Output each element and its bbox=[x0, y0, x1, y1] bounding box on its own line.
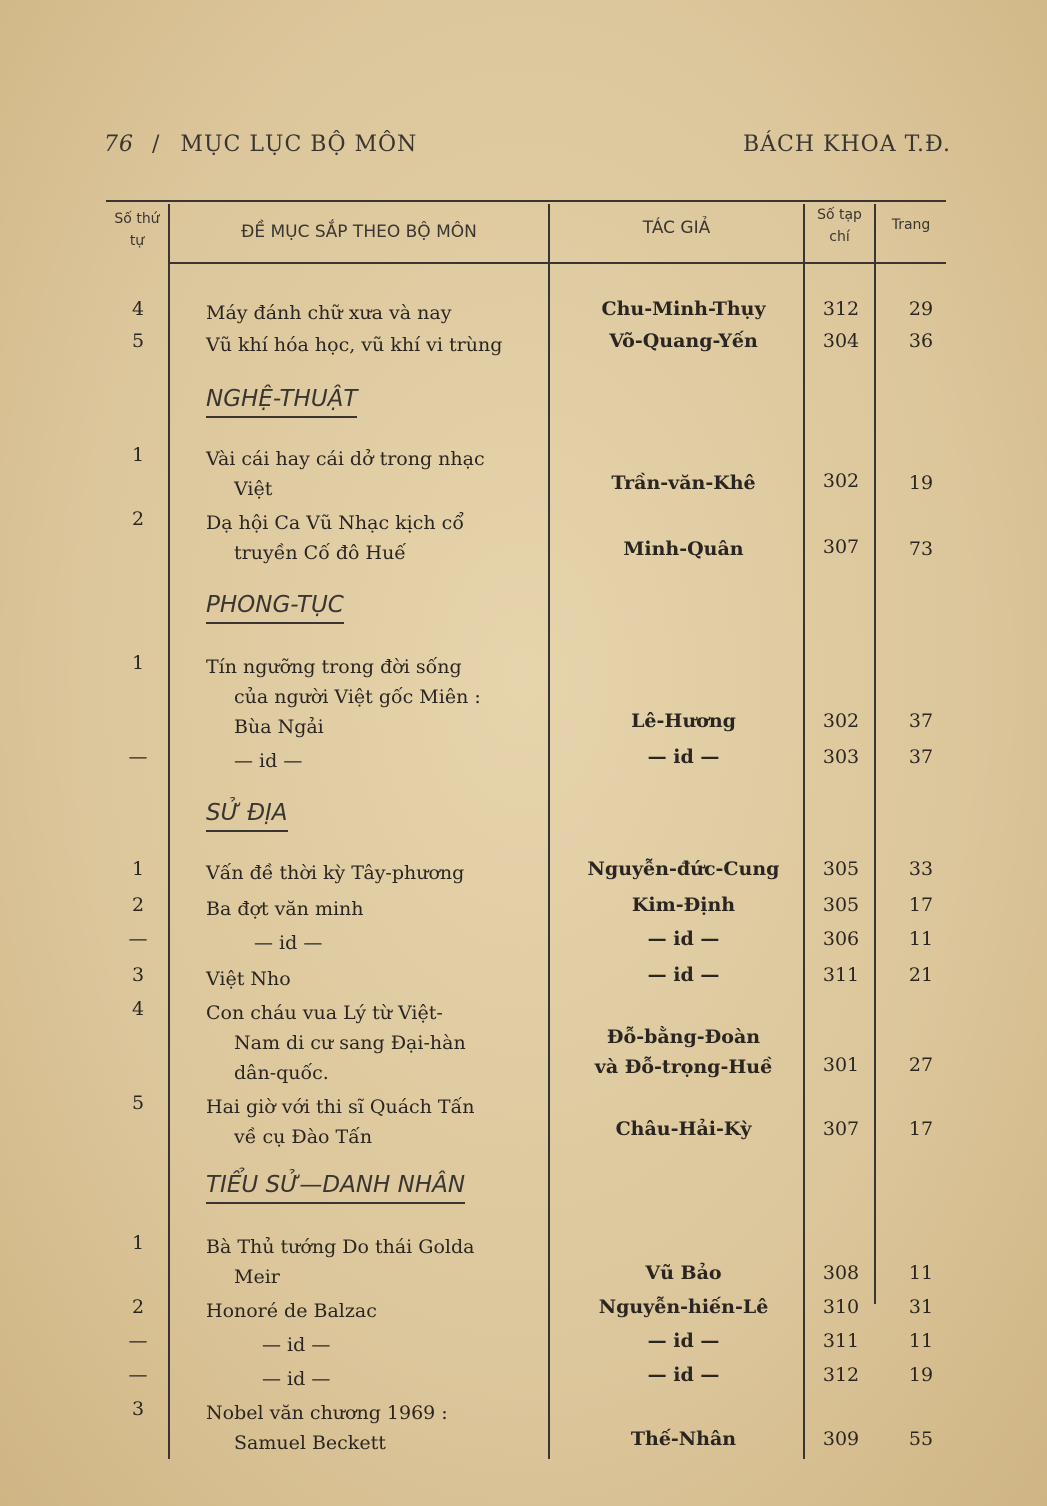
row-issue: 311 bbox=[822, 964, 860, 986]
row-number: 1 bbox=[131, 1232, 145, 1254]
row-title-line: dân-quốc. bbox=[234, 1062, 329, 1084]
row-author: — id — bbox=[647, 964, 720, 986]
section-heading-tieu-su: TIỂU SỬ—DANH NHÂN bbox=[206, 1172, 465, 1204]
row-author: Thế-Nhân bbox=[630, 1428, 737, 1450]
row-number: — bbox=[128, 1330, 148, 1352]
row-title-line: Hai giờ với thi sĩ Quách Tấn bbox=[206, 1096, 475, 1118]
row-title-line: của người Việt gốc Miên : bbox=[234, 686, 481, 708]
row-number: — bbox=[128, 1364, 148, 1386]
row-page: 19 bbox=[908, 1364, 934, 1386]
row-title-line: Dạ hội Ca Vũ Nhạc kịch cổ bbox=[206, 512, 464, 534]
row-issue: 302 bbox=[822, 710, 860, 732]
row-number: 1 bbox=[131, 444, 145, 466]
row-page: 19 bbox=[908, 472, 934, 494]
row-title bbox=[206, 1364, 536, 1394]
col-divider-number bbox=[168, 204, 170, 1459]
row-issue: 308 bbox=[822, 1262, 860, 1284]
running-header bbox=[100, 132, 951, 166]
header-left bbox=[104, 132, 417, 157]
row-number: 3 bbox=[131, 1398, 145, 1420]
row-author: Lê-Hương bbox=[631, 710, 736, 732]
row-title bbox=[206, 1092, 536, 1152]
row-author: — id — bbox=[647, 1330, 720, 1352]
row-page: 11 bbox=[908, 1262, 934, 1284]
row-issue: 305 bbox=[822, 894, 860, 916]
row-title-line: Nam di cư sang Đại-hàn bbox=[234, 1032, 466, 1054]
row-author bbox=[556, 1022, 811, 1082]
section-heading-phong-tuc: PHONG-TỤC bbox=[206, 592, 344, 624]
row-title-line: Con cháu vua Lý từ Việt- bbox=[206, 1002, 443, 1024]
row-page: 55 bbox=[908, 1428, 934, 1450]
row-page: 11 bbox=[908, 928, 934, 950]
row-number: 4 bbox=[131, 298, 145, 320]
header-col-author: TÁC GIẢ bbox=[642, 218, 711, 238]
row-author-line: và Đỗ-trọng-Huề bbox=[594, 1056, 773, 1078]
row-page: 27 bbox=[908, 1054, 934, 1076]
row-title-line: — id — bbox=[254, 932, 323, 954]
row-page: 31 bbox=[908, 1296, 934, 1318]
row-title-line: Tín ngưỡng trong đời sống bbox=[206, 656, 462, 678]
row-title bbox=[206, 998, 536, 1088]
header-col-page: Trang bbox=[891, 217, 931, 233]
row-title-line: Vài cái hay cái dở trong nhạc bbox=[206, 448, 485, 470]
row-title bbox=[206, 1330, 536, 1360]
row-author: Châu-Hải-Kỳ bbox=[615, 1118, 752, 1140]
row-title bbox=[206, 508, 536, 568]
row-title: Máy đánh chữ xưa và nay bbox=[206, 302, 452, 324]
row-number: 1 bbox=[131, 652, 145, 674]
row-page: 37 bbox=[908, 710, 934, 732]
row-issue: 304 bbox=[822, 330, 860, 352]
row-title-line: Nobel văn chương 1969 : bbox=[206, 1402, 448, 1424]
row-title-line: Bùa Ngải bbox=[234, 716, 324, 738]
journal-title: BÁCH KHOA T.Đ. bbox=[742, 132, 951, 157]
row-author: Nguyễn-đức-Cung bbox=[587, 858, 780, 880]
row-issue: 307 bbox=[822, 536, 860, 558]
table-top-rule bbox=[106, 200, 946, 202]
row-title: Vấn đề thời kỳ Tây-phương bbox=[206, 862, 465, 884]
row-page: 17 bbox=[908, 1118, 934, 1140]
row-number: — bbox=[128, 746, 148, 768]
row-title: Honoré de Balzac bbox=[206, 1300, 377, 1322]
row-title: Vũ khí hóa học, vũ khí vi trùng bbox=[206, 334, 503, 356]
row-author: Võ-Quang-Yến bbox=[609, 330, 758, 352]
row-page: 37 bbox=[908, 746, 934, 768]
section-heading-nghe-thuat: NGHỆ-THUẬT bbox=[206, 386, 357, 418]
row-issue: 307 bbox=[822, 1118, 860, 1140]
header-separator: / bbox=[152, 132, 161, 157]
row-title bbox=[206, 652, 536, 742]
row-page: 36 bbox=[908, 330, 934, 352]
row-author: Chu-Minh-Thụy bbox=[601, 298, 766, 320]
row-issue: 310 bbox=[822, 1296, 860, 1318]
row-number: — bbox=[128, 928, 148, 950]
row-page: 17 bbox=[908, 894, 934, 916]
row-page: 11 bbox=[908, 1330, 934, 1352]
row-title bbox=[206, 928, 536, 958]
row-author: Minh-Quân bbox=[623, 538, 744, 560]
row-issue: 312 bbox=[822, 298, 860, 320]
row-title-line: truyền Cố đô Huế bbox=[234, 542, 406, 564]
header-col-number: Số thứ tự bbox=[114, 211, 160, 249]
row-title-line: — id — bbox=[234, 750, 303, 772]
row-author: — id — bbox=[647, 746, 720, 768]
row-title: Ba đợt văn minh bbox=[206, 898, 364, 920]
row-title-line: về cụ Đào Tấn bbox=[234, 1126, 373, 1148]
row-author: Trần-văn-Khê bbox=[611, 472, 756, 494]
row-issue: 311 bbox=[822, 1330, 860, 1352]
row-number: 5 bbox=[131, 1092, 145, 1114]
row-title-line: Việt bbox=[234, 478, 273, 500]
row-title bbox=[206, 746, 536, 776]
row-author: — id — bbox=[647, 928, 720, 950]
row-author: Kim-Định bbox=[631, 894, 736, 916]
header-title: MỤC LỤC BỘ MÔN bbox=[180, 132, 418, 157]
row-author-line: Đỗ-bằng-Đoàn bbox=[606, 1026, 761, 1048]
row-title-line: Bà Thủ tướng Do thái Golda bbox=[206, 1236, 475, 1258]
row-title: Việt Nho bbox=[206, 968, 291, 990]
row-issue: 303 bbox=[822, 746, 860, 768]
header-bottom-rule bbox=[170, 262, 946, 264]
row-issue: 309 bbox=[822, 1428, 860, 1450]
row-author: Vũ Bảo bbox=[645, 1262, 722, 1284]
row-issue: 312 bbox=[822, 1364, 860, 1386]
page-number: 76 bbox=[104, 132, 134, 157]
row-title-line: Meir bbox=[234, 1266, 280, 1288]
index-table bbox=[106, 194, 946, 1464]
row-page: 33 bbox=[908, 858, 934, 880]
row-title bbox=[206, 444, 536, 504]
row-title bbox=[206, 1232, 536, 1292]
row-issue: 302 bbox=[822, 470, 860, 492]
row-issue: 306 bbox=[822, 928, 860, 950]
header-col-issue: Số tạp chí bbox=[817, 207, 862, 245]
row-author: — id — bbox=[647, 1364, 720, 1386]
row-number: 4 bbox=[131, 998, 145, 1020]
row-number: 5 bbox=[131, 330, 145, 352]
row-number: 1 bbox=[131, 858, 145, 880]
col-divider-title bbox=[548, 204, 550, 1459]
row-number: 2 bbox=[131, 1296, 145, 1318]
row-page: 21 bbox=[908, 964, 934, 986]
section-heading-su-dia: SỬ ĐỊA bbox=[206, 800, 288, 832]
row-title-line: — id — bbox=[262, 1334, 331, 1356]
row-issue: 301 bbox=[822, 1054, 860, 1076]
header-col-title: ĐỀ MỤC SẮP THEO BỘ MÔN bbox=[241, 222, 477, 242]
row-issue: 305 bbox=[822, 858, 860, 880]
row-page: 73 bbox=[908, 538, 934, 560]
row-number: 3 bbox=[131, 964, 145, 986]
row-author: Nguyễn-hiến-Lê bbox=[598, 1296, 769, 1318]
row-title bbox=[206, 1398, 536, 1458]
row-number: 2 bbox=[131, 508, 145, 530]
row-page: 29 bbox=[908, 298, 934, 320]
row-number: 2 bbox=[131, 894, 145, 916]
row-title-line: — id — bbox=[262, 1368, 331, 1390]
row-title-line: Samuel Beckett bbox=[234, 1432, 386, 1454]
